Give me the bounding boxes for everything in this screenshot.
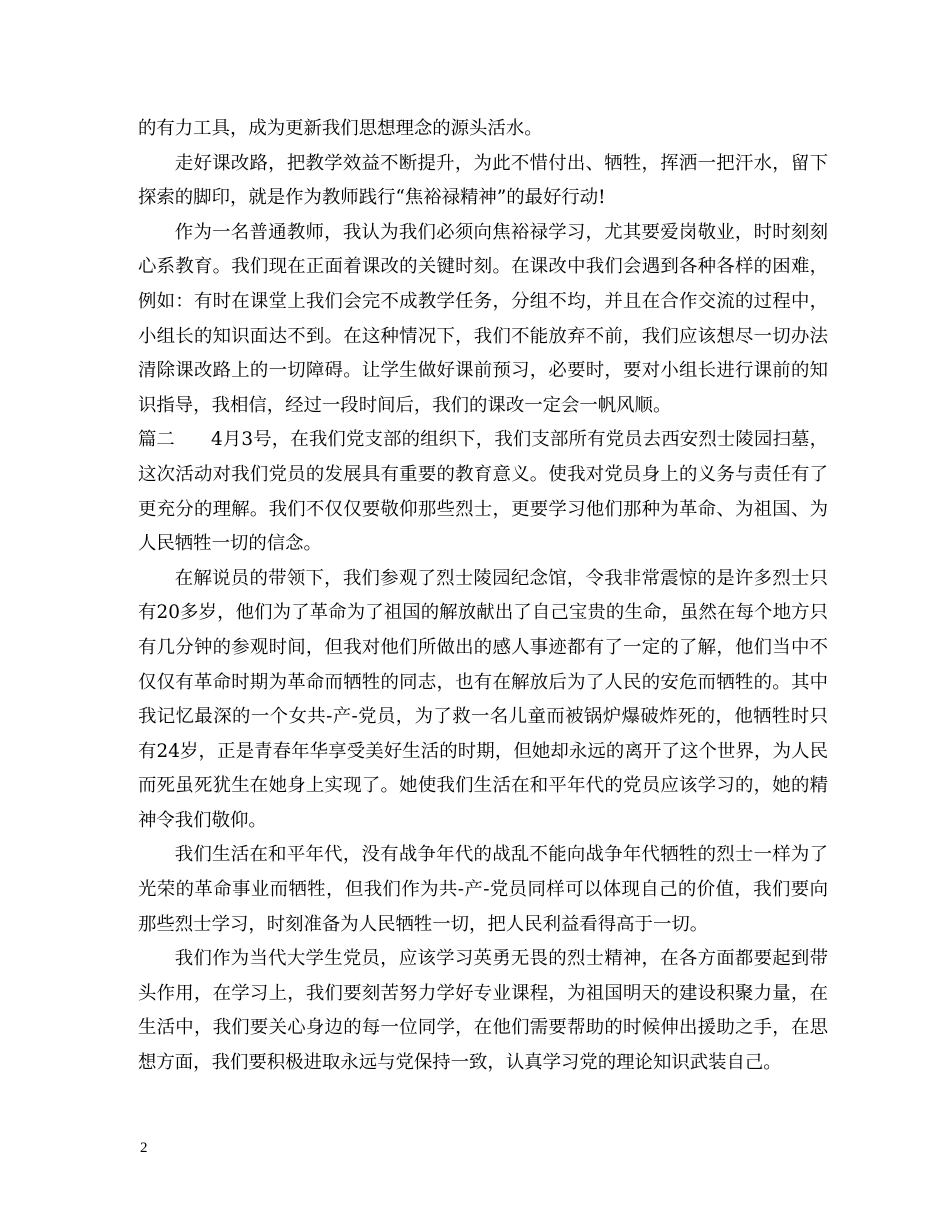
page-number: 2 (140, 1140, 148, 1156)
paragraph-5: 在解说员的带领下，我们参观了烈士陵园纪念馆，令我非常震惊的是许多烈士只有20多岁，他们为了革命为了祖国的解放献出了自己宝贵的生命，虽然在每个地方只有几分钟的参观时间，但我对他们所做出的感人事迹都有了一定的了解，他们当中不仅仅有革命时期为革命而牺牲的同志，也有在解放后为了人民的安危而牺牲的。其中我记忆最深的一个女共-产-党员，为了救一名儿童而被锅炉爆破炸死的，他牺牲时只有24岁，正是青春年华享受美好生活的时期，但她却永远的离开了这个世界，为人民而死虽死犹生在她身上实现了。她使我们生活在和平年代的党员应该学习的，她的精神令我们敬仰。 (138, 567, 828, 831)
document-body (138, 112, 828, 1081)
paragraph-3: 作为一名普通教师，我认为我们必须向焦裕禄学习，尤其要爱岗敬业，时时刻刻心系教育。我们现在正面着课改的关键时刻。在课改中我们会遇到各种各样的困难，例如：有时在课堂上我们会完不成教学任务，分组不均，并且在合作交流的过程中，小组长的知识面达不到。在这种情况下，我们不能放弃不前，我们应该想尽一切办法清除课改路上的一切障碍。让学生做好课前预习，必要时，要对小组长进行课前的知识指导，我相信，经过一段时间后，我们的课改一定会一帆风顺。 (138, 221, 828, 416)
paragraph-2: 走好课改路，把教学效益不断提升，为此不惜付出、牺牲，挥洒一把汗水，留下探索的脚印，就是作为教师践行“焦裕禄精神”的最好行动! (138, 152, 828, 209)
paragraph-1: 的有力工具，成为更新我们思想理念的源头活水。 (138, 118, 543, 139)
paragraph-4 (138, 423, 828, 561)
paragraph-7: 我们作为当代大学生党员，应该学习英勇无畏的烈士精神，在各方面都要起到带头作用，在学习上，我们要刻苦努力学好专业课程，为祖国明天的建设积聚力量，在生活中，我们要关心身边的每一位同学，在他们需要帮助的时候伸出援助之手，在思想方面，我们要积极进取永远与党保持一致，认真学习党的理论知识武装自己。 (138, 948, 828, 1074)
section-label: 篇二 (138, 429, 175, 451)
paragraph-6: 我们生活在和平年代，没有战争年代的战乱不能向战争年代牺牲的烈士一样为了光荣的革命事业而牺牲，但我们作为共-产-党员同样可以体现自己的价值，我们要向那些烈士学习，时刻准备为人民牺牲一切，把人民利益看得高于一切。 (138, 844, 828, 935)
paragraph-4-text: 4月3号，在我们党支部的组织下，我们支部所有党员去西安烈士陵园扫墓，这次活动对我们党员的发展具有重要的教育意义。使我对党员身上的义务与责任有了更充分的理解。我们不仅仅要敬仰那些烈士，更要学习他们那种为革命、为祖国、为人民牺牲一切的信念。 (138, 429, 828, 555)
